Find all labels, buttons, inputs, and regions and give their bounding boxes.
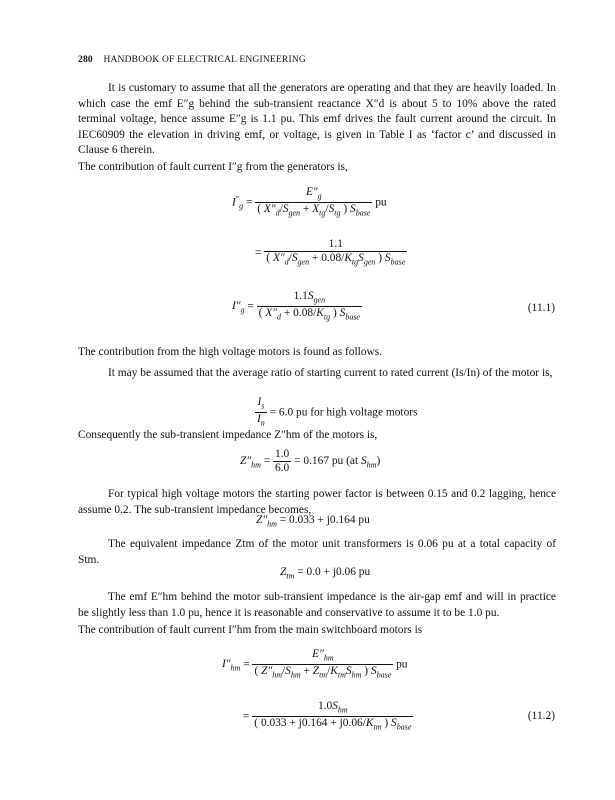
equation-motor-impedance: $Z''_{hm}$ = $\frac{1.0}{6.0}$ = 0.167 pu (at $S_{hm}$): [240, 448, 381, 474]
paragraph-1: It is customary to assume that all the generators are operating and that they are heavily loaded. In which case the emf E″g behind the sub-transient reactance X″d is about 5 to 10% above the rated terminal voltage, hence assume E″g is 1.1 pu. This emf drives the fault current around the circuit. In IEC60909 the elevation in driving emf, or voltage, is given in Table I as ‘factor c’ and discussed in Clause 6 therein.: [78, 82, 556, 157]
e5-value: = 0.0 + j0.06 pu: [297, 566, 371, 578]
paragraph-9: The contribution of fault current I″hm from the main switchboard motors is: [78, 624, 423, 636]
ratio-value: = 6.0 pu for high voltage motors: [269, 406, 418, 419]
paragraph-5: Consequently the sub-transient impedance Z″hm of the motors is,: [78, 429, 378, 441]
paragraph-6: For typical high voltage motors the starting power factor is between 0.15 and 0.2 lagging, hence assume 0.2. The sub-transient impedance becomes,: [78, 488, 556, 516]
equation-subtransient: $Z''_{hm} = 0.033 + j0.164$ pu: [256, 514, 370, 529]
page-number: 280: [78, 55, 93, 65]
e6-j: j0.06: [339, 717, 363, 730]
pu-unit: pu: [375, 196, 387, 209]
equation-motor-fault-2: = $\frac{1.0S_{hm}}{( 0.033 + j0.164 + j0.06/K_{tm} ) S_{base}}$: [243, 700, 412, 732]
equation-number-11-1: (11.1): [527, 302, 555, 314]
equation-generator-1: $I''_g$ = $\frac{E''_g}{( X''_d/S_{gen} + X_{tg}/S_{tg} ) S_{base}}$ pu: [232, 186, 387, 218]
equation-generator-3: $I''_g$ = $\frac{1.1S_{gen}}{( X''_d + 0.08/K_{tg} ) S_{base}}$: [232, 290, 360, 322]
paragraph-4: It may be assumed that the average ratio of starting current to rated current (Is/In) of the motor is,: [108, 367, 553, 379]
e6-x: 0.033 + j0.164 +: [260, 717, 337, 730]
running-title: HANDBOOK OF ELECTRICAL ENGINEERING: [103, 55, 306, 65]
paragraph-8: The emf E″hm behind the motor sub-transient impedance is the air-gap emf and will in practice be slightly less than 1.0 pu, hence it is reasonable and conservative to assume it to be 1.0 pu.: [78, 591, 556, 619]
equation-ratio: $\frac{I_s}{I_n}$ = 6.0 pu for high voltage motors: [257, 396, 418, 428]
e6-numerator: 1.0: [317, 700, 333, 712]
e4-value: = 0.033 + j0.164 pu: [279, 514, 370, 526]
e1-x: 0.08: [293, 307, 314, 320]
e3-numerator: 1.0: [275, 448, 290, 460]
e1-numerator: 1.1: [293, 290, 308, 302]
e3-value: = 0.167 pu (at: [294, 455, 359, 468]
e2-x: 0.08: [321, 252, 342, 264]
pu-unit-2: pu: [396, 658, 408, 671]
equation-motor-fault-1: $I''_{hm}$ = $\frac{E''_{hm}}{( Z''_{hm}/S_{hm} + Z_{tm}/K_{tm}S_{hm} ) S_{base}}$ pu: [222, 648, 408, 680]
paragraph-3: The contribution from the high voltage motors is found as follows.: [78, 346, 383, 358]
paragraph-7: The equivalent impedance Ztm of the motor unit transformers is 0.06 pu at a total capacity of Stm.: [78, 538, 556, 566]
equation-generator-2: = $\frac{1.1}{( X''_d/S_{gen} + 0.08/K_{tg}S_{gen} ) S_{base}}$: [255, 238, 406, 267]
e2-numerator: 1.1: [328, 238, 343, 250]
equation-number-11-2: (11.2): [527, 710, 555, 722]
e3-denominator: 6.0: [275, 462, 290, 474]
paragraph-2: The contribution of fault current I″g from the generators is,: [78, 161, 348, 173]
page-header: [78, 55, 306, 65]
equation-transformer: $Z_{tm} = 0.0 + j0.06$ pu: [280, 566, 371, 581]
